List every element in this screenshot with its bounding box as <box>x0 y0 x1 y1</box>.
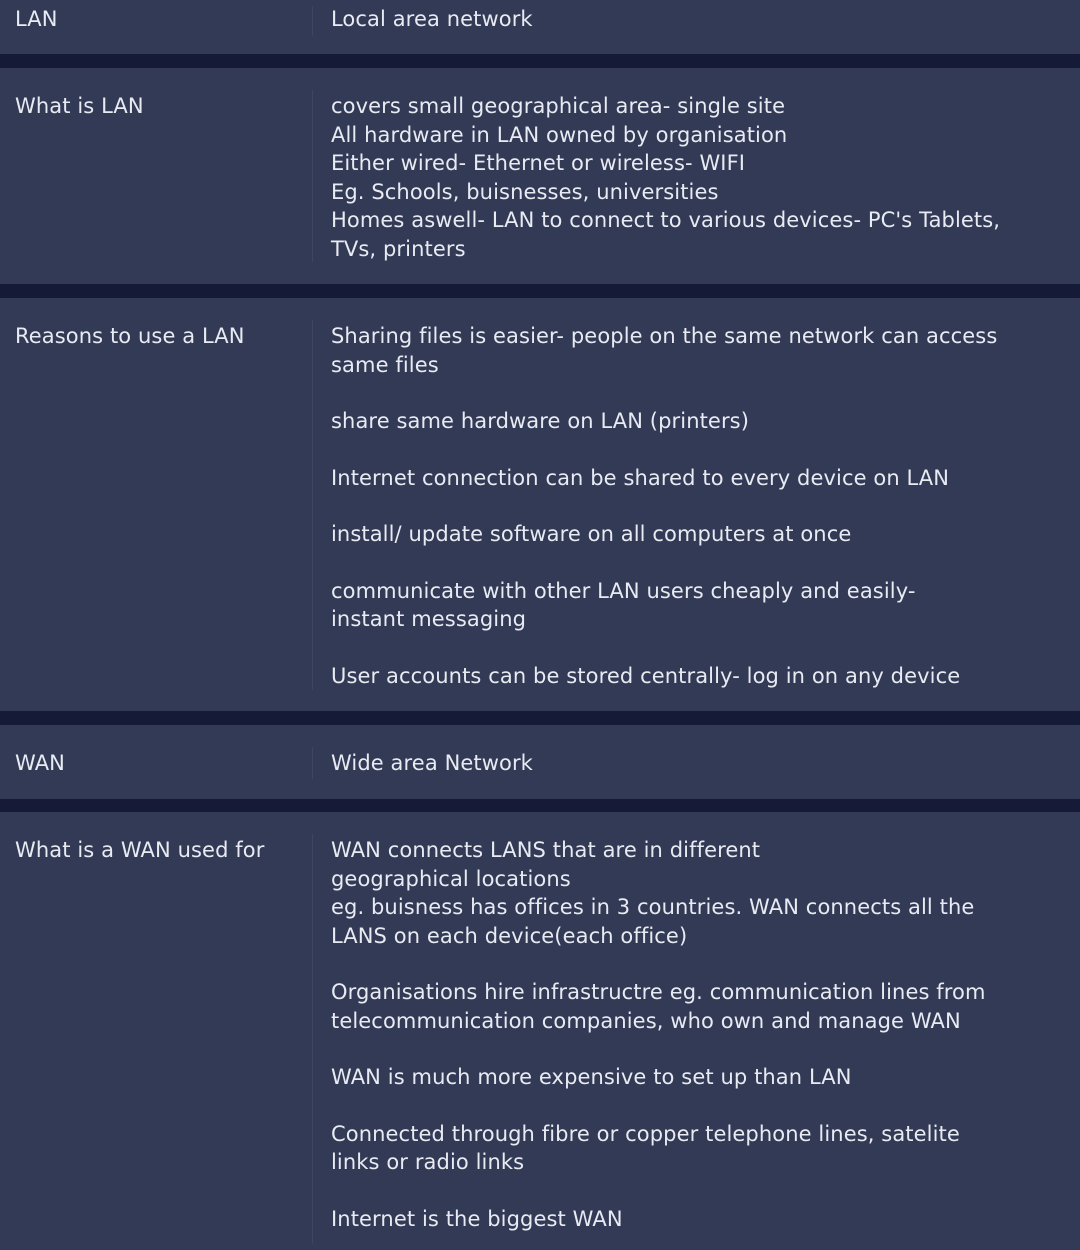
definition-text: Wide area Network <box>331 751 533 775</box>
definition-line: telecommunication companies, who own and manage WAN <box>331 1008 961 1033</box>
definition-line: links or radio links <box>331 1150 525 1174</box>
definition-line: Homes aswell- LAN to connect to various devices- PC's Tablets, <box>331 208 1001 232</box>
definition-line: TVs, printers <box>331 236 466 261</box>
definition-paragraph <box>331 520 1071 549</box>
flashcard-lan <box>0 0 1080 54</box>
term-label: Reasons to use a LAN <box>15 324 245 348</box>
column-divider <box>312 747 313 779</box>
definition-line: Connected through fibre or copper telephone lines, satelite <box>331 1121 960 1146</box>
definition-text <box>331 92 1071 263</box>
term-label: WAN <box>15 751 65 775</box>
definition-paragraph <box>331 464 1071 493</box>
definition-line: Eg. Schools, buisnesses, universities <box>331 179 719 204</box>
definition-line: Sharing files is easier- people on the same network can access <box>331 324 998 348</box>
definition-paragraph <box>331 1205 1071 1234</box>
column-divider <box>312 834 313 1244</box>
definition-line: WAN connects LANS that are in different <box>331 838 761 862</box>
column-divider <box>312 6 313 36</box>
definition-line: WAN is much more expensive to set up than LAN <box>331 1065 852 1089</box>
definition-line: All hardware in LAN owned by organisation <box>331 122 788 147</box>
column-divider <box>312 90 313 262</box>
definition-line: covers small geographical area- single site <box>331 94 786 118</box>
definition-line: communicate with other LAN users cheaply and easily- <box>331 578 916 603</box>
definition-paragraph <box>331 322 1071 379</box>
definition-line: LANS on each device(each office) <box>331 923 688 948</box>
term-label: LAN <box>15 7 58 31</box>
flashcard-what-is-lan <box>0 68 1080 284</box>
definition-line: Internet is the biggest WAN <box>331 1206 623 1231</box>
definition-line: Internet connection can be shared to every device on LAN <box>331 465 950 490</box>
definition-line: install/ update software on all computers at once <box>331 522 852 546</box>
definition-text: Local area network <box>331 7 533 31</box>
definition-line: eg. buisness has offices in 3 countries. WAN connects all the <box>331 895 975 919</box>
definition-line: Either wired- Ethernet or wireless- WIFI <box>331 151 746 175</box>
definition-paragraph <box>331 1120 1071 1177</box>
definition-text <box>331 322 1071 690</box>
definition-paragraph <box>331 662 1071 691</box>
definition-paragraph <box>331 836 1071 950</box>
definition-line: User accounts can be stored centrally- log in on any device <box>331 663 961 688</box>
column-divider <box>312 320 313 690</box>
definition-paragraph <box>331 1063 1071 1092</box>
term-label: What is a WAN used for <box>15 838 265 862</box>
definition-paragraph <box>331 577 1071 634</box>
definition-paragraph <box>331 978 1071 1035</box>
flashcard-wan <box>0 725 1080 799</box>
term-label: What is LAN <box>15 94 144 118</box>
flashcard-wan-uses <box>0 812 1080 1250</box>
definition-line: geographical locations <box>331 866 571 891</box>
definition-line: share same hardware on LAN (printers) <box>331 409 750 433</box>
definition-line: same files <box>331 352 439 377</box>
definition-line: Organisations hire infrastructre eg. communication lines from <box>331 980 986 1004</box>
definition-line: instant messaging <box>331 607 527 631</box>
flashcard-reasons-lan <box>0 298 1080 711</box>
definition-text <box>331 836 1071 1233</box>
definition-paragraph <box>331 407 1071 436</box>
